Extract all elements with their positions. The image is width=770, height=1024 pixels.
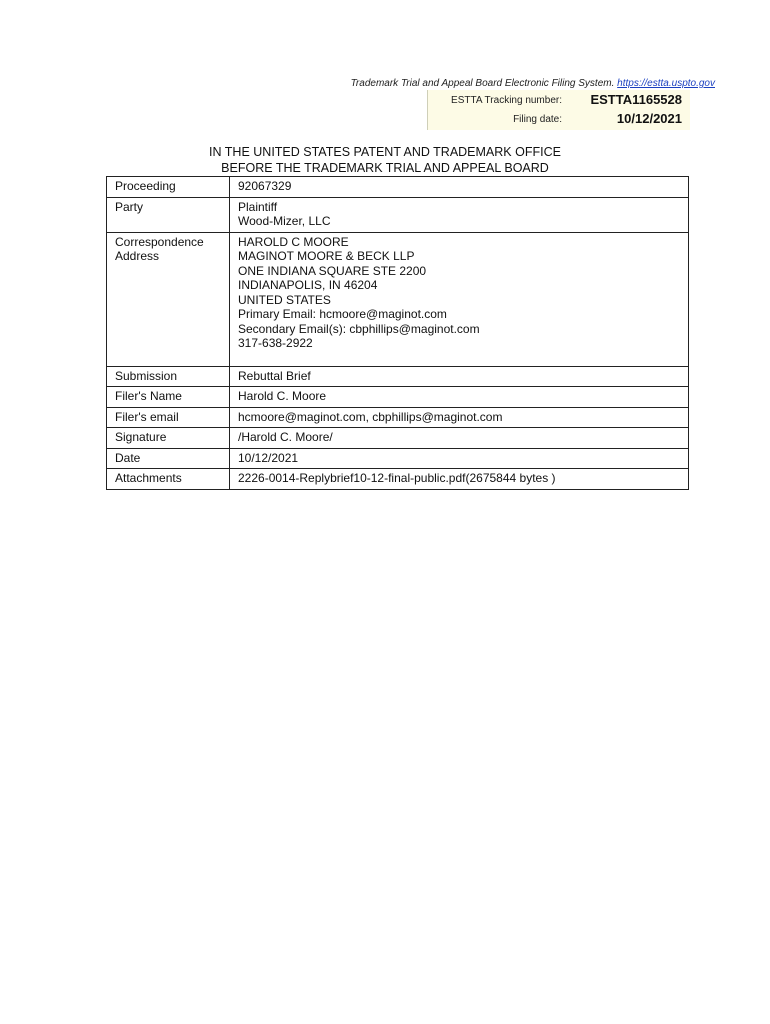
table-row-filers-name xyxy=(107,387,689,408)
estta-link[interactable]: https://estta.uspto.gov xyxy=(617,78,715,89)
party-label: Party xyxy=(107,197,230,232)
signature-value: /Harold C. Moore/ xyxy=(230,428,689,449)
attachments-label: Attachments xyxy=(107,469,230,490)
table-row-signature xyxy=(107,428,689,449)
table-row-attachments xyxy=(107,469,689,490)
filing-system-text: Trademark Trial and Appeal Board Electronic Filing System. xyxy=(350,78,615,89)
correspondence-label xyxy=(107,232,230,366)
correspondence-address xyxy=(230,232,689,366)
tracking-box xyxy=(427,90,690,130)
document-caption xyxy=(200,144,570,176)
filers-email-value: hcmoore@maginot.com, cbphillips@maginot.com xyxy=(230,407,689,428)
filing-date-value: 10/12/2021 xyxy=(616,111,682,126)
table-row-date xyxy=(107,448,689,469)
tracking-number-label: ESTTA Tracking number: xyxy=(451,95,562,106)
proceeding-value: 92067329 xyxy=(230,177,689,198)
table-row-party xyxy=(107,197,689,232)
date-label: Date xyxy=(107,448,230,469)
filers-name-label: Filer's Name xyxy=(107,387,230,408)
submission-value: Rebuttal Brief xyxy=(230,366,689,387)
tracking-number-value: ESTTA1165528 xyxy=(590,92,682,107)
party-value xyxy=(230,197,689,232)
date-value: 10/12/2021 xyxy=(230,448,689,469)
tracking-number-row xyxy=(428,90,690,110)
correspondence-label-line-2: Address xyxy=(115,249,160,263)
filing-date-label: Filing date: xyxy=(513,114,562,125)
address-line: HAROLD C MOORE xyxy=(238,234,349,249)
filing-system-header xyxy=(300,78,715,89)
attachments-value: 2226-0014-Replybrief10-12-final-public.pdf(2675844 bytes ) xyxy=(230,469,689,490)
address-line: MAGINOT MOORE & BECK LLP xyxy=(238,249,415,263)
secondary-email: Secondary Email(s): cbphillips@maginot.com xyxy=(238,321,480,336)
table-row-proceeding xyxy=(107,177,689,198)
primary-email: Primary Email: hcmoore@maginot.com xyxy=(238,307,447,321)
filers-email-label: Filer's email xyxy=(107,407,230,428)
filing-date-row xyxy=(428,109,690,129)
caption-line-2: BEFORE THE TRADEMARK TRIAL AND APPEAL BOARD xyxy=(221,161,549,175)
address-line: UNITED STATES xyxy=(238,292,331,307)
address-line: ONE INDIANA SQUARE STE 2200 xyxy=(238,263,427,278)
signature-label: Signature xyxy=(107,428,230,449)
phone-number: 317-638-2922 xyxy=(238,336,313,350)
party-role: Plaintiff xyxy=(238,199,278,214)
caption-line-1: IN THE UNITED STATES PATENT AND TRADEMARK OFFICE xyxy=(209,145,561,159)
table-row-correspondence xyxy=(107,232,689,366)
filing-details-table xyxy=(106,176,689,490)
correspondence-label-line-1: Correspondence xyxy=(115,234,204,249)
table-row-filers-email xyxy=(107,407,689,428)
address-line: INDIANAPOLIS, IN 46204 xyxy=(238,278,378,292)
submission-label: Submission xyxy=(107,366,230,387)
party-name: Wood-Mizer, LLC xyxy=(238,214,331,228)
table-row-submission xyxy=(107,366,689,387)
filers-name-value: Harold C. Moore xyxy=(230,387,689,408)
proceeding-label: Proceeding xyxy=(107,177,230,198)
